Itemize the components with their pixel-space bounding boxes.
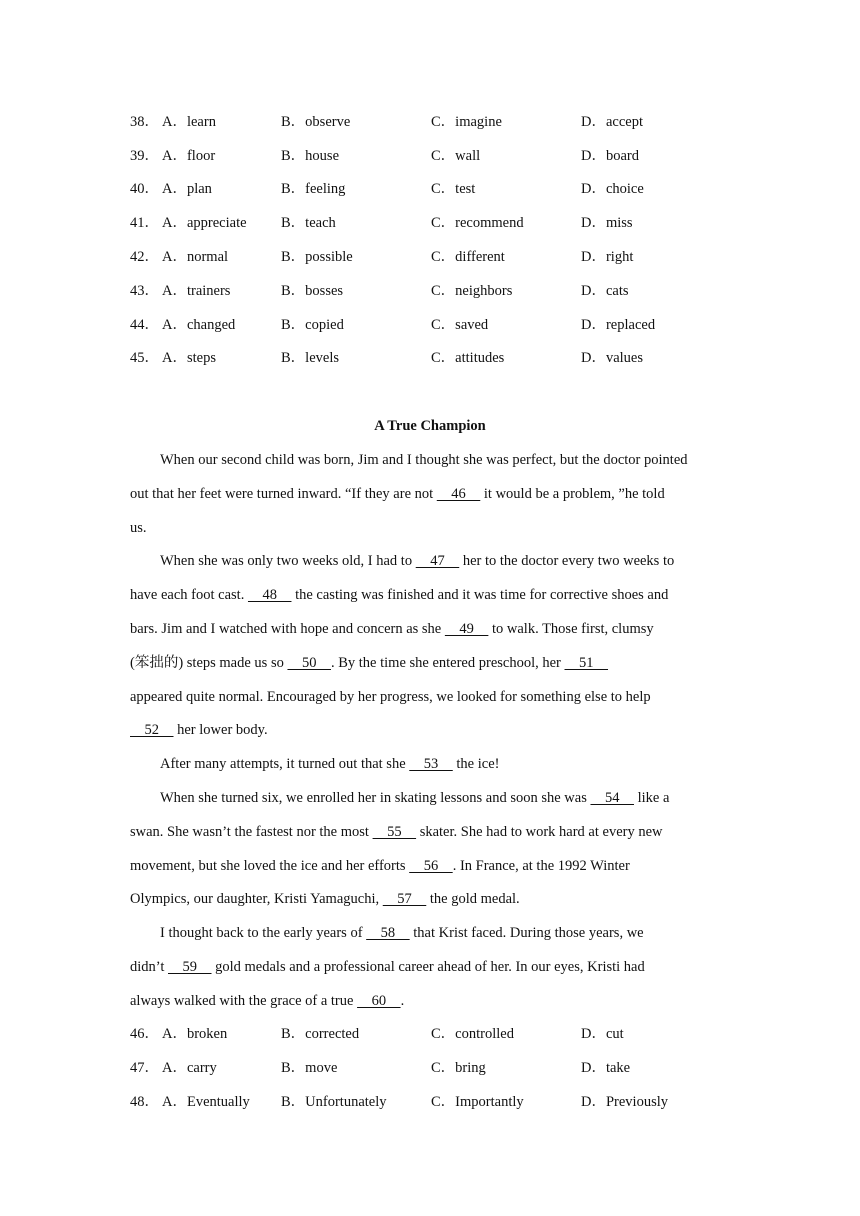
passage-text: (笨拙的) steps made us so: [130, 655, 288, 671]
option-a: A．appreciate: [162, 215, 247, 231]
question-number: 43．: [130, 283, 159, 299]
passage-text: I thought back to the early years of: [160, 925, 367, 941]
passage-text: out that her feet were turned inward. “If they are not: [130, 486, 437, 502]
option-d: D．Previously: [581, 1094, 668, 1110]
option-b: B．teach: [281, 215, 336, 231]
option-d: D．right: [581, 249, 634, 265]
question-number: 46．: [130, 1026, 159, 1042]
passage-text: us.: [130, 520, 147, 536]
passage-text: gold medals and a professional career ahead of her. In our eyes, Kristi had: [211, 959, 645, 975]
answer-blank: 60: [357, 993, 401, 1009]
option-a: A．plan: [162, 181, 212, 197]
question-number: 38．: [130, 114, 159, 130]
passage-line: [130, 889, 520, 909]
option-d: D．values: [581, 350, 644, 366]
answer-blank: 50: [287, 655, 331, 671]
passage-text: . By the time she entered preschool, her: [330, 655, 565, 671]
option-b: B．copied: [281, 317, 344, 333]
passage-text: When our second child was born, Jim and I thought she was perfect, but the doctor pointed: [160, 452, 688, 468]
question-number: 39．: [130, 148, 159, 164]
answer-blank: 58: [366, 925, 410, 941]
passage-text: skater. She had to work hard at every new: [416, 824, 663, 840]
option-d: D．cats: [581, 283, 629, 299]
passage-text: the casting was finished and it was time for corrective shoes and: [291, 587, 669, 603]
option-a: A．changed: [162, 317, 236, 333]
passage-line: [130, 957, 645, 977]
passage-text: When she was only two weeks old, I had to: [160, 553, 416, 569]
passage-line: [130, 518, 147, 538]
answer-blank: 53: [409, 756, 453, 772]
passage-line: [130, 991, 404, 1011]
passage-text: like a: [633, 790, 670, 806]
passage-line: [160, 450, 688, 470]
passage-text: .: [400, 993, 405, 1009]
answer-blank: 48: [247, 587, 292, 603]
option-d: D．choice: [581, 181, 644, 197]
option-c: C．imagine: [431, 114, 502, 130]
option-c: C．test: [431, 181, 476, 197]
option-c: C．wall: [431, 148, 481, 164]
passage-line: [160, 754, 499, 774]
option-c: C．recommend: [431, 215, 524, 231]
passage-text: bars. Jim and I watched with hope and concern as she: [130, 621, 445, 637]
passage-line: [160, 923, 644, 943]
option-c: C．Importantly: [431, 1094, 524, 1110]
option-b: B．observe: [281, 114, 351, 130]
option-d: D．take: [581, 1060, 631, 1076]
question-number: 44．: [130, 317, 159, 333]
answer-blank: 47: [415, 553, 460, 569]
option-c: C．neighbors: [431, 283, 513, 299]
answer-blank: 54: [590, 790, 634, 806]
passage-text: always walked with the grace of a true: [130, 993, 358, 1009]
passage-text: have each foot cast.: [130, 587, 248, 603]
option-a: A．broken: [162, 1026, 228, 1042]
passage-line: [130, 585, 668, 605]
option-a: A．normal: [162, 249, 229, 265]
question-number: 40．: [130, 181, 159, 197]
option-b: B．move: [281, 1060, 338, 1076]
passage-text: didn’t: [130, 959, 168, 975]
passage-text: swan. She wasn’t the fastest nor the most: [130, 824, 373, 840]
option-b: B．levels: [281, 350, 339, 366]
question-number: 48．: [130, 1094, 159, 1110]
option-c: C．bring: [431, 1060, 486, 1076]
option-d: D．accept: [581, 114, 643, 130]
passage-line: [130, 687, 651, 707]
passage-line: [160, 551, 674, 571]
option-b: B．house: [281, 148, 339, 164]
passage-text: movement, but she loved the ice and her efforts: [130, 858, 410, 874]
option-b: B．corrected: [281, 1026, 360, 1042]
option-c: C．attitudes: [431, 350, 505, 366]
option-a: A．floor: [162, 148, 216, 164]
answer-blank: 55: [372, 824, 417, 840]
passage-line: [130, 619, 654, 639]
option-d: D．board: [581, 148, 639, 164]
answer-blank: 51: [564, 655, 609, 671]
passage-text: to walk. Those first, clumsy: [488, 621, 654, 637]
answer-blank: 52: [130, 722, 174, 738]
answer-blank: 57: [382, 891, 427, 907]
option-d: D．miss: [581, 215, 633, 231]
option-a: A．trainers: [162, 283, 231, 299]
question-number: 42．: [130, 249, 159, 265]
passage-text: her lower body.: [173, 722, 268, 738]
option-b: B．Unfortunately: [281, 1094, 387, 1110]
option-d: D．replaced: [581, 317, 656, 333]
option-a: A．Eventually: [162, 1094, 250, 1110]
option-b: B．feeling: [281, 181, 346, 197]
option-c: C．controlled: [431, 1026, 514, 1042]
passage-text: When she turned six, we enrolled her in skating lessons and soon she was: [160, 790, 591, 806]
option-c: C．different: [431, 249, 505, 265]
question-number: 45．: [130, 350, 159, 366]
passage-text: her to the doctor every two weeks to: [459, 553, 675, 569]
passage-text: it would be a problem, ”he told: [480, 486, 665, 502]
passage-text: that Krist faced. During those years, we: [409, 925, 644, 941]
passage-text: Olympics, our daughter, Kristi Yamaguchi,: [130, 891, 383, 907]
passage-text: . In France, at the 1992 Winter: [452, 858, 630, 874]
option-b: B．bosses: [281, 283, 344, 299]
option-a: A．steps: [162, 350, 216, 366]
answer-blank: 49: [444, 621, 489, 637]
passage-line: [130, 720, 268, 740]
option-c: C．saved: [431, 317, 489, 333]
passage-line: [130, 484, 665, 504]
answer-blank: 56: [409, 858, 453, 874]
option-a: A．carry: [162, 1060, 217, 1076]
question-number: 47．: [130, 1060, 159, 1076]
option-d: D．cut: [581, 1026, 624, 1042]
passage-text: the ice!: [452, 756, 500, 772]
passage-title: A True Champion: [374, 418, 486, 434]
option-b: B．possible: [281, 249, 353, 265]
passage-line: [130, 653, 608, 673]
option-a: A．learn: [162, 114, 216, 130]
passage-text: appeared quite normal. Encouraged by her progress, we looked for something else to help: [130, 689, 651, 705]
passage-line: [130, 822, 663, 842]
passage-text: After many attempts, it turned out that she: [160, 756, 410, 772]
answer-blank: 46: [436, 486, 481, 502]
passage-text: the gold medal.: [426, 891, 520, 907]
answer-blank: 59: [168, 959, 212, 975]
passage-line: [160, 788, 669, 808]
passage-line: [130, 856, 630, 876]
question-number: 41．: [130, 215, 159, 231]
